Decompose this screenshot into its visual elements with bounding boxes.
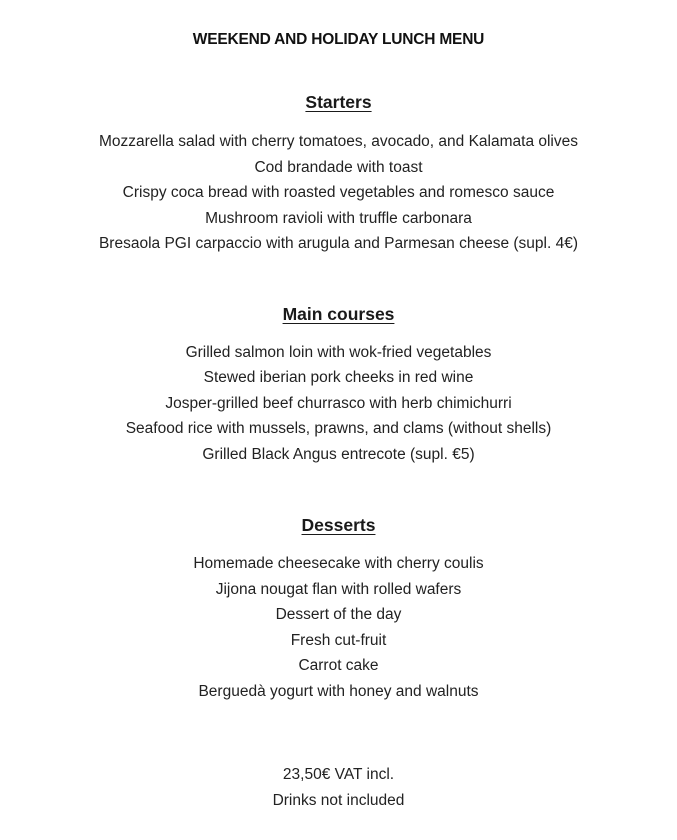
desserts-section (0, 513, 677, 704)
menu-item: Stewed iberian pork cheeks in red wine (203, 369, 474, 386)
drinks-note: Drinks not included (272, 791, 405, 809)
menu-item: Mushroom ravioli with truffle carbonara (205, 209, 472, 227)
menu-item: Homemade cheesecake with cherry coulis (193, 555, 484, 572)
price-text: 23,50€ VAT incl. (282, 766, 395, 783)
menu-item: Grilled Black Angus entrecote (supl. €5) (202, 445, 475, 463)
desserts-list (0, 551, 677, 704)
menu-footer (0, 762, 677, 813)
menu-item: Crispy coca bread with roasted vegetables and romesco sauce (122, 184, 555, 201)
menu-item: Jijona nougat flan with rolled wafers (215, 580, 462, 598)
main-courses-list (0, 340, 677, 468)
menu-item: Berguedà yogurt with honey and walnuts (198, 682, 479, 700)
main-courses-heading: Main courses (282, 303, 395, 324)
menu-item: Fresh cut-fruit (290, 631, 387, 649)
main-courses-section (0, 302, 677, 468)
menu-item: Carrot cake (298, 657, 379, 674)
menu-title: WEEKEND AND HOLIDAY LUNCH MENU (192, 31, 485, 48)
starters-list (0, 129, 677, 257)
menu-item: Bresaola PGI carpaccio with arugula and Parmesan cheese (supl. 4€) (98, 235, 579, 252)
menu-item: Grilled salmon loin with wok-fried vegetables (185, 343, 492, 361)
menu-item: Cod brandade with toast (254, 158, 423, 176)
starters-section (0, 90, 677, 257)
menu-item: Josper-grilled beef churrasco with herb chimichurri (165, 394, 512, 412)
menu-item: Mozzarella salad with cherry tomatoes, avocado, and Kalamata olives (98, 133, 579, 150)
desserts-heading: Desserts (301, 515, 376, 535)
starters-heading: Starters (305, 92, 372, 112)
menu-item: Seafood rice with mussels, prawns, and clams (without shells) (125, 420, 552, 437)
menu-item: Dessert of the day (275, 606, 402, 623)
